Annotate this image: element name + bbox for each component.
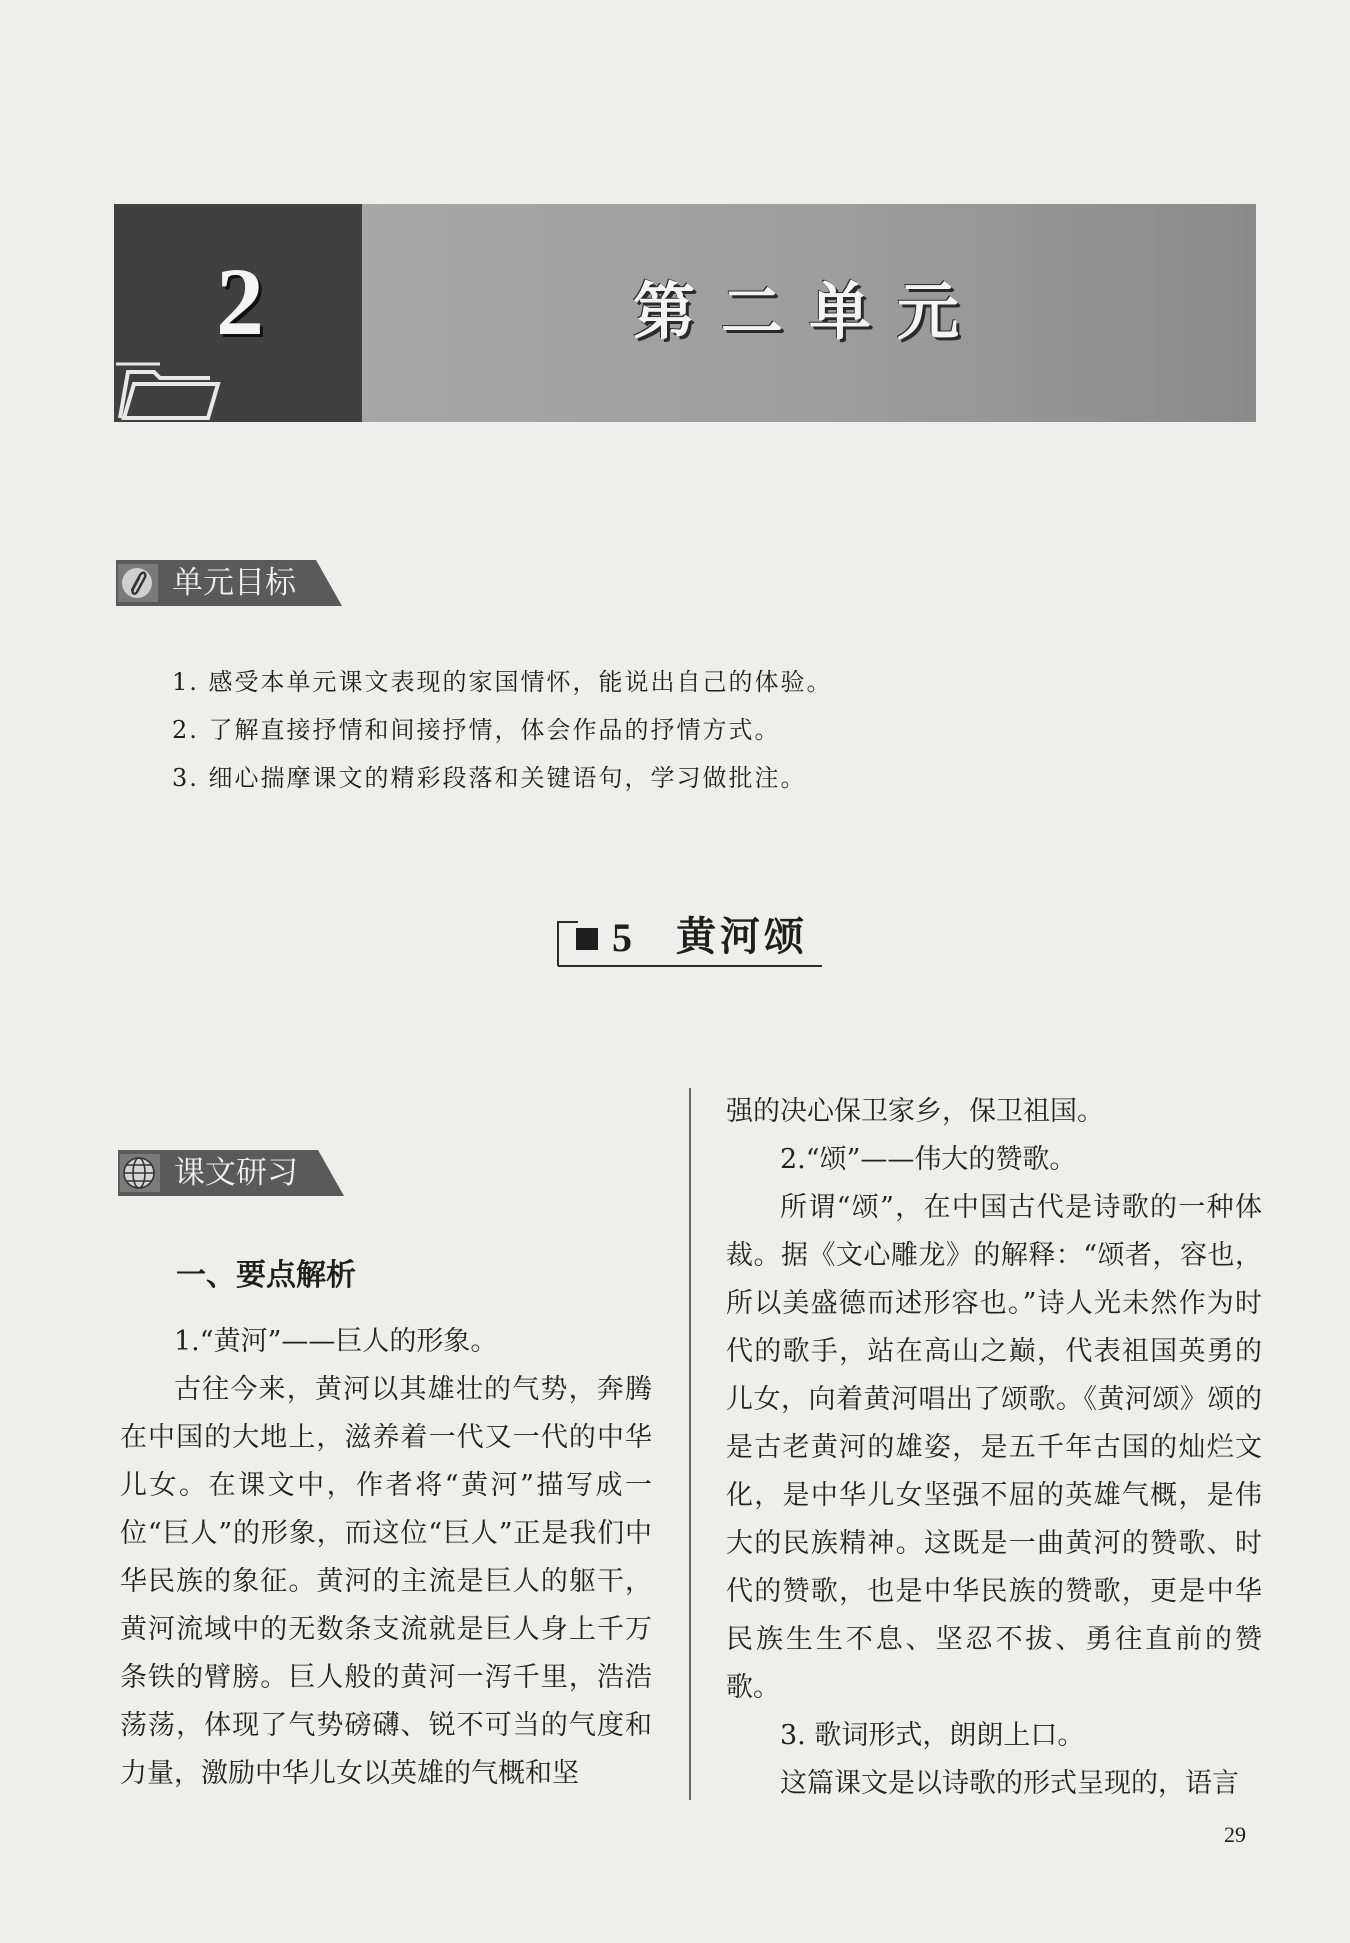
lesson-title: 黄河颂 — [676, 913, 808, 960]
objective-item: 2. 了解直接抒情和间接抒情，体会作品的抒情方式。 — [172, 716, 781, 744]
paragraph: 强的决心保卫家乡，保卫祖国。 — [726, 1096, 1104, 1127]
page-number: 29 — [1224, 1822, 1246, 1847]
point-heading: 2.“颂”——伟大的赞歌。 — [780, 1144, 1077, 1175]
point-heading: 1.“黄河”——巨人的形象。 — [174, 1326, 498, 1357]
lesson-number: 5 — [612, 915, 632, 960]
objectives-tag — [116, 560, 342, 606]
globe-icon — [122, 1156, 156, 1190]
paragraph: 所谓“颂”，在中国古代是诗歌的一种体裁。据《文心雕龙》的解释：“颂者，容也，所以美盛德而述形容也。”诗人光未然作为时代的歌手，站在高山之巅，代表祖国英勇的儿女，向着黄河唱出了颂歌。《黄河颂》颂的是古老黄河的雄姿，是五千年古国的灿烂文化，是中华儿女坚强不屈的英雄气概，是伟大的民族精神。这既是一曲黄河的赞歌、时代的赞歌，也是中华民族的赞歌，更是中华民族生生不息、坚忍不拔、勇往直前的赞歌。 — [726, 1192, 1262, 1703]
lesson-header — [556, 908, 826, 968]
unit-banner — [114, 204, 1256, 422]
objectives-list — [172, 658, 1172, 802]
lesson-square-icon — [576, 928, 598, 950]
folder-decoration-icon — [114, 352, 234, 422]
point-heading: 3. 歌词形式，朗朗上口。 — [780, 1720, 1085, 1751]
objectives-tag-label: 单元目标 — [172, 565, 296, 601]
unit-number: 2 — [216, 248, 264, 355]
unit-title-block — [362, 204, 1256, 422]
unit-number-block — [114, 204, 362, 422]
right-column — [726, 1088, 1262, 1808]
objective-item: 1. 感受本单元课文表现的家国情怀，能说出自己的体验。 — [172, 668, 833, 696]
left-column — [120, 1318, 652, 1798]
paperclip-icon — [120, 566, 154, 600]
paragraph: 这篇课文是以诗歌的形式呈现的，语言 — [780, 1768, 1239, 1799]
study-tag-label: 课文研习 — [174, 1155, 298, 1191]
objective-item: 3. 细心揣摩课文的精彩段落和关键语句，学习做批注。 — [172, 764, 807, 792]
paragraph: 古往今来，黄河以其雄壮的气势，奔腾在中国的大地上，滋养着一代又一代的中华儿女。在课文中，作者将“黄河”描写成一位“巨人”的形象，而这位“巨人”正是我们中华民族的象征。黄河的主流是巨人的躯干，黄河流域中的无数条支流就是巨人身上千万条铁的臂膀。巨人般的黄河一泻千里，浩浩荡荡，体现了气势磅礴、锐不可当的气度和力量，激励中华儿女以英雄的气概和坚 — [120, 1374, 652, 1789]
unit-title: 第二单元 — [632, 275, 985, 348]
study-tag — [118, 1150, 344, 1196]
section-heading: 一、要点解析 — [176, 1258, 356, 1293]
column-divider — [689, 1088, 691, 1800]
